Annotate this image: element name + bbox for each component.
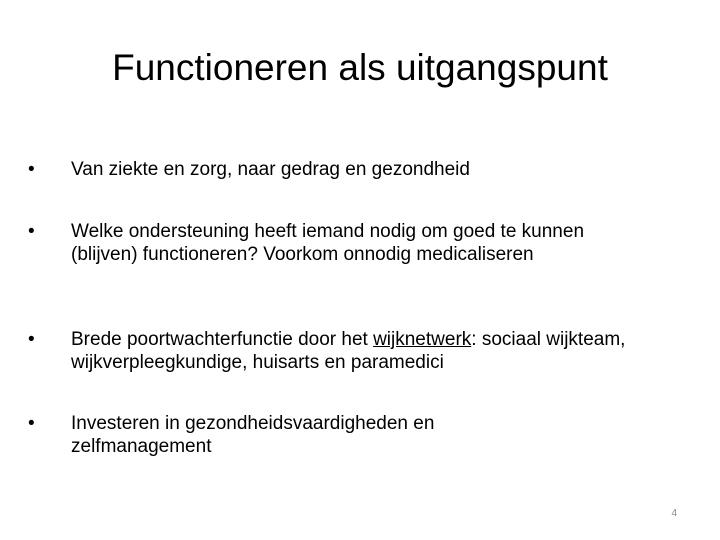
bullet-text: Van ziekte en zorg, naar gedrag en gezondheid <box>71 159 470 180</box>
bullet-icon: • <box>28 329 35 350</box>
bullet-item <box>28 328 668 374</box>
page-number: 4 <box>671 508 677 519</box>
underlined-term: wijknetwerk <box>373 329 472 350</box>
bullet-item <box>28 158 668 181</box>
bullet-text: Welke ondersteuning heeft iemand nodig om goed te kunnen (blijven) functioneren? Voorkom onnodig medicaliseren <box>71 221 585 265</box>
slide-title: Functioneren als uitgangspunt <box>112 47 608 88</box>
bullet-text <box>71 328 671 374</box>
bullet-item <box>28 220 668 266</box>
bullet-text-end: : sociaal wijkteam, wijkverpleegkundige, huisarts en paramedici <box>71 329 626 373</box>
bullet-text-start: Brede poortwachterfunctie door het <box>71 329 374 350</box>
bullet-item <box>28 412 668 458</box>
bullet-icon: • <box>28 159 35 180</box>
bullet-text: Investeren in gezondheidsvaardigheden en zelfmanagement <box>71 413 435 457</box>
bullet-icon: • <box>28 413 35 434</box>
bullet-icon: • <box>28 221 35 242</box>
